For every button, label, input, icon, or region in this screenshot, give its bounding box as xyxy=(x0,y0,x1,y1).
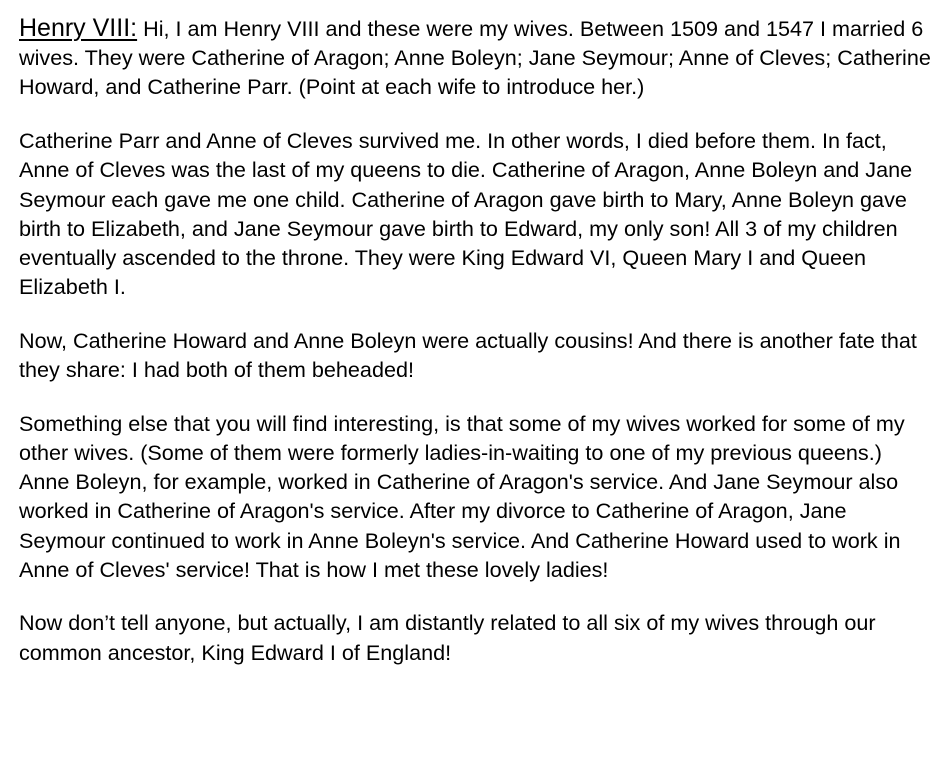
paragraph-children: Catherine Parr and Anne of Cleves survived me. In other words, I died before them. In fact, Anne of Cleves was the last of my queens to die. Catherine of Aragon, Anne Boleyn and Jane Seymour each gave me one child. Catherine of Aragon gave birth to Mary, Anne Boleyn gave birth to Elizabeth, and Jane Seymour gave birth to Edward, my only son! All 3 of my children eventually ascended to the throne. They were King Edward VI, Queen Mary I and Queen Elizabeth I. xyxy=(19,128,913,300)
paragraph-intro xyxy=(19,14,931,102)
paragraph-ancestor: Now don’t tell anyone, but actually, I am distantly related to all six of my wives through our common ancestor, King Edward I of England! xyxy=(19,610,876,665)
paragraph-ladies-in-waiting: Something else that you will find interesting, is that some of my wives worked for some of my other wives. (Some of them were formerly ladies-in-waiting to one of my previous queens.) Anne Boleyn, for example, worked in Catherine of Aragon's service. And Jane Seymour also worked in Catherine of Aragon's service. After my divorce to Catherine of Aragon, Jane Seymour continued to work in Anne Boleyn's service. And Catherine Howard used to work in Anne of Cleves' service! That is how I met these lovely ladies! xyxy=(19,410,905,582)
intro-text: Hi, I am Henry VIII and these were my wives. Between 1509 and 1547 I married 6 wives. They were Catherine of Aragon; Anne Boleyn; Jane Seymour; Anne of Cleves; Catherine Howard, and Catherine Parr. (Point at each wife to introduce her.) xyxy=(19,16,931,100)
speaker-label: Henry VIII: xyxy=(19,14,138,42)
script-document xyxy=(19,14,931,691)
paragraph-cousins: Now, Catherine Howard and Anne Boleyn were actually cousins! And there is another fate that they share: I had both of them beheaded! xyxy=(19,327,917,383)
